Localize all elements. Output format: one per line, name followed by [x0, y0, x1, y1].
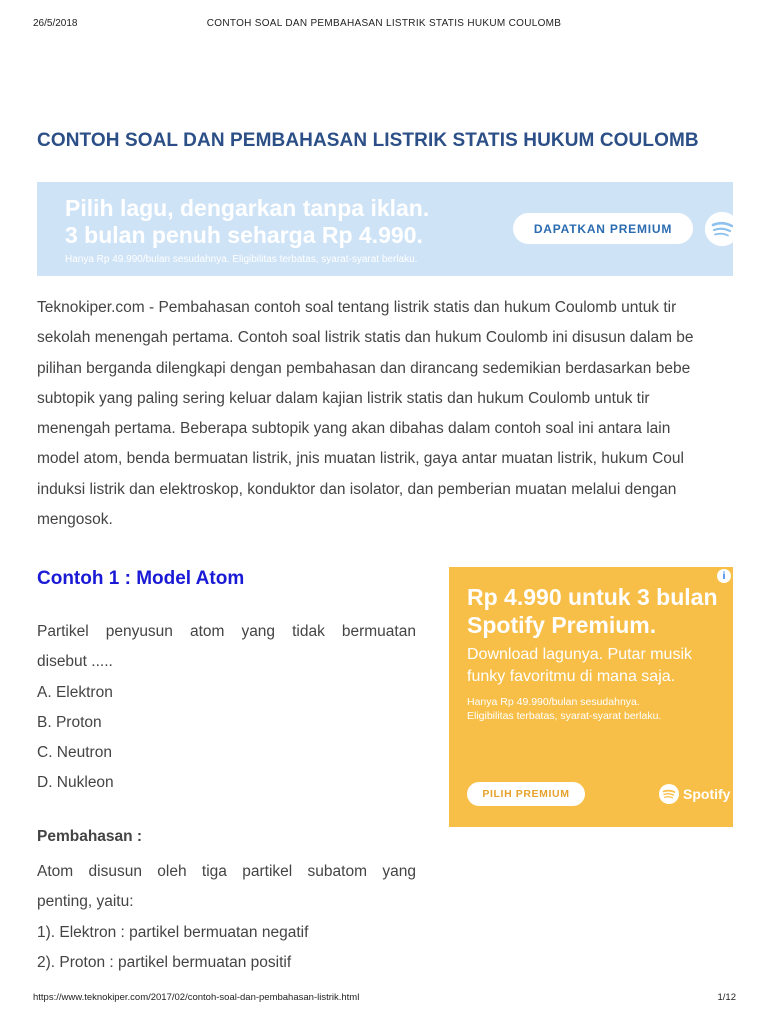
explanation-item: 1). Elektron : partikel bermuatan negatif: [37, 923, 309, 941]
get-premium-button[interactable]: DAPATKAN PREMIUM: [513, 213, 693, 244]
explanation-word: tiga: [201, 863, 227, 880]
option-a: A. Elektron: [37, 683, 113, 701]
ad-banner-line1: Pilih lagu, dengarkan tanpa iklan.: [65, 195, 430, 221]
intro-line: menengah pertama. Beberapa subtopik yang akan dibahas dalam contoh soal ini antara lain: [37, 420, 671, 438]
intro-line: model atom, benda bermuatan listrik, jnis muatan listrik, gaya antar muatan listrik, hukum Coul: [37, 450, 684, 468]
question-word: yang: [241, 623, 276, 640]
explanation-line: [37, 857, 416, 887]
intro-line: mengosok.: [37, 511, 113, 529]
intro-line: sekolah menengah pertama. Contoh soal listrik statis dan hukum Coulomb ini disusun dalam be: [37, 329, 694, 347]
explanation-word: partikel: [242, 863, 293, 880]
spotify-brand: [659, 784, 730, 804]
question-word: bermuatan: [341, 623, 416, 640]
question-line: disebut .....: [37, 653, 113, 671]
intro-line: pilihan berganda dilengkapi dengan pembahasan dan dirancang sedemikian berdasarkan bebe: [37, 359, 691, 377]
article-title: CONTOH SOAL DAN PEMBAHASAN LISTRIK STATIS HUKUM COULOMB: [37, 130, 699, 151]
question-block: [37, 617, 416, 799]
print-date: 26/5/2018: [33, 18, 78, 29]
spotify-logo-icon[interactable]: [705, 212, 733, 246]
intro-line: subtopik yang paling sering keluar dalam kajian listrik statis dan hukum Coulomb untuk tir: [37, 389, 650, 407]
side-ad[interactable]: [449, 567, 733, 827]
explanation-word: subatom: [307, 863, 367, 880]
explanation-block: [37, 857, 416, 978]
option-d: D. Nukleon: [37, 774, 114, 792]
question-line: [37, 617, 416, 647]
option-b: B. Proton: [37, 713, 102, 731]
spotify-logo-icon: [659, 784, 679, 804]
print-header: [0, 18, 768, 32]
side-ad-small-line2: Eligibilitas terbatas, syarat-syarat berlaku.: [467, 710, 662, 722]
example-heading: Contoh 1 : Model Atom: [37, 568, 245, 589]
intro-paragraph: [37, 293, 757, 538]
intro-line: induksi listrik dan elektroskop, konduktor dan isolator, dan pemberian muatan melalui dengan: [37, 480, 677, 498]
side-ad-headline-line2: Spotify Premium.: [467, 612, 657, 638]
side-ad-subtext: [467, 644, 692, 688]
print-footer: [0, 992, 768, 1006]
side-ad-headline-line1: Rp 4.990 untuk 3 bulan: [467, 584, 718, 610]
ad-banner-line2: 3 bulan penuh seharga Rp 4.990.: [65, 222, 423, 248]
print-header-title: CONTOH SOAL DAN PEMBAHASAN LISTRIK STATIS HUKUM COULOMB: [206, 18, 562, 29]
print-url: https://www.teknokiper.com/2017/02/contoh-soal-dan-pembahasan-listrik.html: [33, 992, 360, 1003]
explanation-word: disusun: [88, 863, 142, 880]
question-word: penyusun: [105, 623, 173, 640]
ad-banner-small-print: Hanya Rp 49.990/bulan sesudahnya. Eligibilitas terbatas, syarat-syarat berlaku.: [65, 254, 418, 265]
side-ad-sub-line1: Download lagunya. Putar musik: [467, 646, 693, 663]
pembahasan-label: Pembahasan :: [37, 828, 143, 845]
explanation-line: penting, yaitu:: [37, 893, 134, 911]
explanation-item: 2). Proton : partikel bermuatan positif: [37, 953, 292, 971]
side-ad-small-line1: Hanya Rp 49.990/bulan sesudahnya.: [467, 696, 640, 708]
question-word: tidak: [292, 623, 325, 640]
option-c: C. Neutron: [37, 744, 112, 762]
spotify-brand-label: Spotify: [683, 786, 731, 802]
ad-banner[interactable]: [37, 182, 733, 276]
side-ad-sub-line2: funky favoritmu di mana saja.: [467, 668, 676, 685]
question-word: Partikel: [37, 623, 89, 640]
ad-choices-info-icon[interactable]: i: [717, 569, 731, 583]
side-ad-small-print: [467, 695, 661, 723]
explanation-word: oleh: [157, 863, 187, 880]
intro-line: Teknokiper.com - Pembahasan contoh soal tentang listrik statis dan hukum Coulomb untuk tir: [37, 299, 677, 316]
explanation-word: Atom: [37, 863, 74, 880]
explanation-word: yang: [382, 863, 416, 880]
print-page-number: 1/12: [717, 992, 736, 1003]
question-word: atom: [189, 623, 225, 640]
choose-premium-button[interactable]: PILIH PREMIUM: [467, 782, 585, 806]
side-ad-headline: [467, 583, 718, 639]
